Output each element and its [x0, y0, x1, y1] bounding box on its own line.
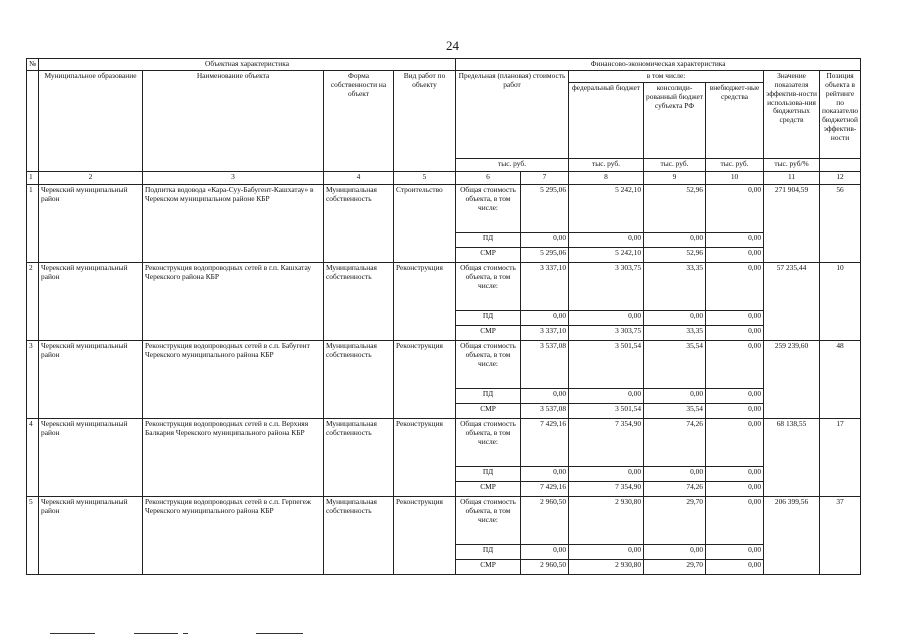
header-efficiency: Значение показателя эффектив-ности использова-ния бюджетных средств: [764, 70, 820, 158]
total-cost-value: 7 429,16: [521, 418, 569, 466]
pd-label: ПД: [456, 466, 521, 481]
smr-value: 0,00: [706, 403, 764, 418]
municipality-cell: Черекский муниципальный район: [39, 496, 143, 574]
column-number: 3: [143, 171, 324, 184]
unit-cell: тыс. руб.: [569, 158, 644, 171]
total-cost-value: 3 303,75: [569, 262, 644, 310]
smr-value: 3 501,54: [569, 403, 644, 418]
header-rating-position: Позиция объекта в рейтинге по показателю бюджетной эффектив-ности: [820, 70, 861, 158]
header-including: в том числе:: [569, 70, 764, 82]
municipality-cell: Черекский муниципальный район: [39, 340, 143, 418]
row-number: 5: [27, 496, 39, 574]
column-number: 12: [820, 171, 861, 184]
smr-label: СМР: [456, 325, 521, 340]
pd-value: 0,00: [521, 232, 569, 247]
smr-label: СМР: [456, 481, 521, 496]
table-row: [27, 184, 861, 232]
total-cost-value: 29,70: [644, 496, 706, 544]
pd-value: 0,00: [706, 310, 764, 325]
pd-value: 0,00: [644, 466, 706, 481]
column-number: 7: [521, 171, 569, 184]
work-type-cell: Реконструкция: [394, 340, 456, 418]
smr-value: 5 242,10: [569, 247, 644, 262]
column-number: 10: [706, 171, 764, 184]
header-no: №: [27, 59, 39, 71]
pd-value: 0,00: [521, 544, 569, 559]
rating-position-value: 37: [820, 496, 861, 574]
unit-cell: тыс. руб.: [456, 158, 569, 171]
total-cost-value: 74,26: [644, 418, 706, 466]
row-number: 1: [27, 184, 39, 262]
financial-table: [26, 58, 861, 575]
pd-value: 0,00: [706, 388, 764, 403]
total-cost-value: 5 242,10: [569, 184, 644, 232]
total-cost-label: Общая стоимость объекта, в том числе:: [456, 340, 521, 388]
object-name-cell: Реконструкция водопроводных сетей в с.п. Бабугент Черекского муниципального района КБР: [143, 340, 324, 418]
total-cost-value: 5 295,06: [521, 184, 569, 232]
total-cost-value: 0,00: [706, 496, 764, 544]
ownership-cell: Муниципальная собственность: [324, 184, 394, 262]
total-cost-value: 0,00: [706, 184, 764, 232]
pd-value: 0,00: [644, 388, 706, 403]
total-cost-value: 7 354,90: [569, 418, 644, 466]
header-financial-characteristics: Финансово-экономическая характеристика: [456, 59, 861, 71]
smr-value: 74,26: [644, 481, 706, 496]
total-cost-value: 0,00: [706, 418, 764, 466]
column-number: 8: [569, 171, 644, 184]
smr-label: СМР: [456, 403, 521, 418]
rating-position-value: 56: [820, 184, 861, 262]
pd-label: ПД: [456, 310, 521, 325]
column-number: 4: [324, 171, 394, 184]
footer-lines: [50, 633, 360, 636]
pd-label: ПД: [456, 544, 521, 559]
table-body: [27, 184, 861, 574]
column-number: 2: [39, 171, 143, 184]
smr-value: 35,54: [644, 403, 706, 418]
total-cost-value: 0,00: [706, 262, 764, 310]
row-number: 4: [27, 418, 39, 496]
table-row: [27, 496, 861, 544]
object-name-cell: Реконструкция водопроводных сетей в г.п. Кашхатау Черекского района КБР: [143, 262, 324, 340]
total-cost-value: 3 337,10: [521, 262, 569, 310]
unit-cell: тыс. руб/%: [764, 158, 820, 171]
efficiency-value: 259 239,60: [764, 340, 820, 418]
smr-value: 0,00: [706, 481, 764, 496]
pd-value: 0,00: [644, 310, 706, 325]
smr-value: 3 303,75: [569, 325, 644, 340]
smr-value: 2 930,80: [569, 559, 644, 574]
column-number: 5: [394, 171, 456, 184]
pd-value: 0,00: [706, 232, 764, 247]
pd-value: 0,00: [569, 388, 644, 403]
pd-value: 0,00: [521, 388, 569, 403]
total-cost-value: 3 537,08: [521, 340, 569, 388]
pd-label: ПД: [456, 232, 521, 247]
header-consolidated-budget: консолиди-рованный бюджет субъекта РФ: [644, 82, 706, 158]
row-number: 3: [27, 340, 39, 418]
total-cost-value: 35,54: [644, 340, 706, 388]
work-type-cell: Строительство: [394, 184, 456, 262]
smr-value: 3 337,10: [521, 325, 569, 340]
pd-value: 0,00: [569, 466, 644, 481]
pd-value: 0,00: [521, 310, 569, 325]
total-cost-value: 3 501,54: [569, 340, 644, 388]
column-numbers-row: [27, 171, 861, 184]
pd-value: 0,00: [706, 544, 764, 559]
object-name-cell: Подпитка водовода «Кара-Суу-Бабугент-Кашхатау» в Черекском муниципальном районе КБР: [143, 184, 324, 262]
smr-value: 0,00: [706, 325, 764, 340]
total-cost-value: 2 960,50: [521, 496, 569, 544]
object-name-cell: Реконструкция водопроводных сетей в с.п. Герпегеж Черекского муниципального района КБР: [143, 496, 324, 574]
header-offbudget-funds: внебюджет-ные средства: [706, 82, 764, 158]
header-planned-cost: Предельная (плановая) стоимость работ: [456, 70, 569, 158]
efficiency-value: 68 138,55: [764, 418, 820, 496]
smr-value: 29,70: [644, 559, 706, 574]
work-type-cell: Реконструкция: [394, 418, 456, 496]
ownership-cell: Муниципальная собственность: [324, 340, 394, 418]
header-ownership-form: Форма собственности на объект: [324, 70, 394, 171]
header-object-characteristics: Объектная характеристика: [39, 59, 456, 71]
unit-cell: тыс. руб.: [644, 158, 706, 171]
smr-label: СМР: [456, 247, 521, 262]
smr-value: 52,96: [644, 247, 706, 262]
work-type-cell: Реконструкция: [394, 496, 456, 574]
table-header: [27, 59, 861, 185]
pd-value: 0,00: [644, 544, 706, 559]
efficiency-value: 206 399,56: [764, 496, 820, 574]
ownership-cell: Муниципальная собственность: [324, 262, 394, 340]
total-cost-label: Общая стоимость объекта, в том числе:: [456, 418, 521, 466]
rating-position-value: 48: [820, 340, 861, 418]
total-cost-value: 33,35: [644, 262, 706, 310]
header-work-type: Вид работ по объекту: [394, 70, 456, 171]
pd-value: 0,00: [706, 466, 764, 481]
smr-value: 2 960,50: [521, 559, 569, 574]
ownership-cell: Муниципальная собственность: [324, 418, 394, 496]
total-cost-value: 0,00: [706, 340, 764, 388]
column-number: 11: [764, 171, 820, 184]
pd-value: 0,00: [569, 232, 644, 247]
smr-value: 0,00: [706, 559, 764, 574]
pd-value: 0,00: [569, 544, 644, 559]
municipality-cell: Черекский муниципальный район: [39, 418, 143, 496]
table-row: [27, 418, 861, 466]
efficiency-value: 57 235,44: [764, 262, 820, 340]
work-type-cell: Реконструкция: [394, 262, 456, 340]
total-cost-label: Общая стоимость объекта, в том числе:: [456, 262, 521, 310]
table-row: [27, 340, 861, 388]
smr-value: 0,00: [706, 247, 764, 262]
column-number: 9: [644, 171, 706, 184]
header-object-name: Наименование объекта: [143, 70, 324, 171]
ownership-cell: Муниципальная собственность: [324, 496, 394, 574]
rating-position-value: 10: [820, 262, 861, 340]
smr-label: СМР: [456, 559, 521, 574]
total-cost-label: Общая стоимость объекта, в том числе:: [456, 496, 521, 544]
pd-value: 0,00: [644, 232, 706, 247]
row-number: 2: [27, 262, 39, 340]
column-number: 1: [27, 171, 39, 184]
municipality-cell: Черекский муниципальный район: [39, 262, 143, 340]
pd-value: 0,00: [569, 310, 644, 325]
pd-value: 0,00: [521, 466, 569, 481]
unit-cell: тыс. руб.: [706, 158, 764, 171]
total-cost-value: 2 930,80: [569, 496, 644, 544]
pd-label: ПД: [456, 388, 521, 403]
municipality-cell: Черекский муниципальный район: [39, 184, 143, 262]
total-cost-value: 52,96: [644, 184, 706, 232]
smr-value: 7 354,90: [569, 481, 644, 496]
smr-value: 33,35: [644, 325, 706, 340]
column-number: 6: [456, 171, 521, 184]
table-row: [27, 262, 861, 310]
smr-value: 7 429,16: [521, 481, 569, 496]
smr-value: 5 295,06: [521, 247, 569, 262]
header-municipality: Муниципальное образование: [39, 70, 143, 171]
efficiency-value: 271 904,59: [764, 184, 820, 262]
header-federal-budget: федеральный бюджет: [569, 82, 644, 158]
smr-value: 3 537,08: [521, 403, 569, 418]
total-cost-label: Общая стоимость объекта, в том числе:: [456, 184, 521, 232]
object-name-cell: Реконструкция водопроводных сетей в с.п. Верхняя Балкария Черекского муниципального района КБР: [143, 418, 324, 496]
rating-position-value: 17: [820, 418, 861, 496]
page-number: 24: [446, 38, 459, 53]
